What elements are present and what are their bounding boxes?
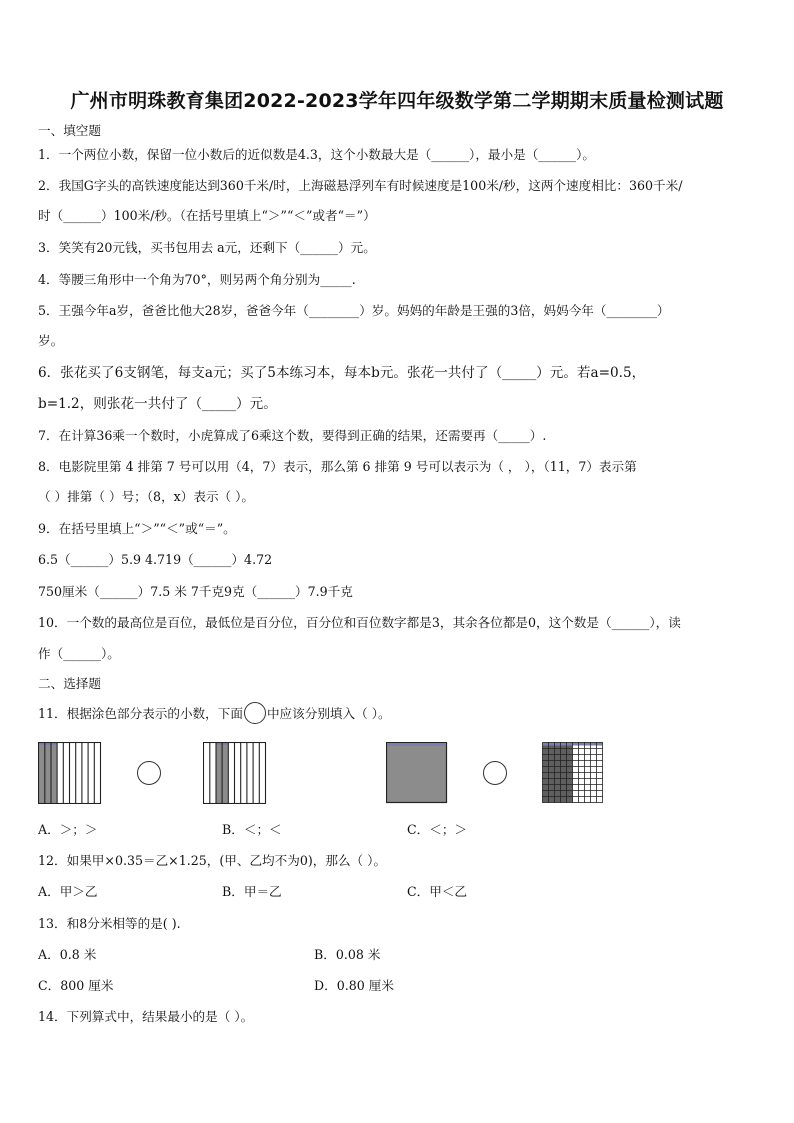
question-8-line-2: （ ）排第（ ）号；（8，x）表示（ ）。 [38, 489, 255, 504]
q13-option-a[interactable]: A．0.8 米 [38, 947, 97, 962]
q11-option-b[interactable]: B．＜；＜ [222, 822, 282, 837]
fig-decimal-columns-2 [203, 742, 267, 804]
q12-option-c[interactable]: C．甲＜乙 [407, 884, 468, 899]
q12-option-a[interactable]: A．甲＞乙 [38, 884, 98, 899]
question-2-line-1: 2．我国G字头的高铁速度能达到360千米/时，上海磁悬浮列车有时候速度是100米/秒，这两个速度相比：360千米/ [38, 178, 683, 193]
question-9-row-1: 6.5（______）5.9 4.719（______）4.72 [38, 552, 273, 567]
question-9-row-2: 750厘米（______）7.5 米 7千克9克（______）7.9千克 [38, 584, 353, 599]
question-13: 13．和8分米相等的是( ). [38, 916, 181, 931]
circle-icon [244, 702, 266, 724]
question-11-text-post: 中应该分别填入（ ）。 [266, 706, 391, 721]
question-11 [38, 702, 391, 724]
compare-circle-1[interactable] [137, 761, 161, 785]
section-fill-in: 一、填空题 [38, 123, 101, 138]
question-6-line-1: 6．张花买了6支钢笔，每支a元；买了5本练习本，每本b元。张花一共付了（_____）元。若a=0.5， [38, 365, 646, 381]
question-2-line-2: 时（______）100米/秒。（在括号里填上“＞”“＜”或者“＝”） [38, 208, 376, 223]
question-10-line-1: 10．一个数的最高位是百位，最低位是百分位，百分位和百位数字都是3，其余各位都是0，这个数是（______），读 [38, 615, 681, 630]
question-1: 1．一个两位小数，保留一位小数后的近似数是4.3，这个小数最大是（______），最小是（______）。 [38, 147, 595, 162]
page-title: 广州市明珠教育集团2022-2023学年四年级数学第二学期期末质量检测试题 [70, 90, 724, 112]
question-8-line-1: 8．电影院里第 4 排第 7 号可以用（4，7）表示，那么第 6 排第 9 号可以表示为（ ， ），（11，7）表示第 [38, 459, 637, 474]
question-5-line-1: 5．王强今年a岁，爸爸比他大28岁，爸爸今年（________）岁。妈妈的年龄是王强的3倍，妈妈今年（________） [38, 303, 670, 318]
q13-option-c[interactable]: C．800 厘米 [38, 978, 114, 993]
fig-decimal-columns-1 [38, 742, 102, 804]
q13-option-d[interactable]: D．0.80 厘米 [314, 978, 394, 993]
question-9: 9．在括号里填上“＞”“＜”或“＝”。 [38, 521, 236, 536]
section-multiple-choice: 二、选择题 [38, 676, 101, 691]
question-7: 7．在计算36乘一个数时，小虎算成了6乘这个数，要得到正确的结果，还需要再（_____）. [38, 428, 547, 443]
q11-option-c[interactable]: C．＜；＞ [407, 822, 468, 837]
fig-decimal-whole [386, 742, 448, 804]
q13-option-b[interactable]: B．0.08 米 [314, 947, 381, 962]
question-12: 12．如果甲×0.35＝乙×1.25，(甲、乙均不为0)，那么（ ）。 [38, 853, 387, 868]
question-3: 3．笑笑有20元钱，买书包用去 a元，还剩下（______）元。 [38, 240, 376, 255]
question-4: 4．等腰三角形中一个角为70°，则另两个角分别为_____. [38, 272, 356, 287]
question-5-line-2: 岁。 [38, 333, 64, 348]
fig-hundred-grid [542, 742, 604, 804]
question-6-line-2: b=1.2，则张花一共付了（_____）元。 [38, 396, 277, 412]
q11-option-a[interactable]: A．＞；＞ [38, 822, 98, 837]
question-11-text-pre: 11．根据涂色部分表示的小数，下面 [38, 706, 243, 721]
question-14: 14．下列算式中，结果最小的是（ ）。 [38, 1009, 254, 1024]
q12-option-b[interactable]: B．甲＝乙 [222, 884, 282, 899]
compare-circle-2[interactable] [483, 761, 507, 785]
question-10-line-2: 作（______）。 [38, 646, 120, 661]
